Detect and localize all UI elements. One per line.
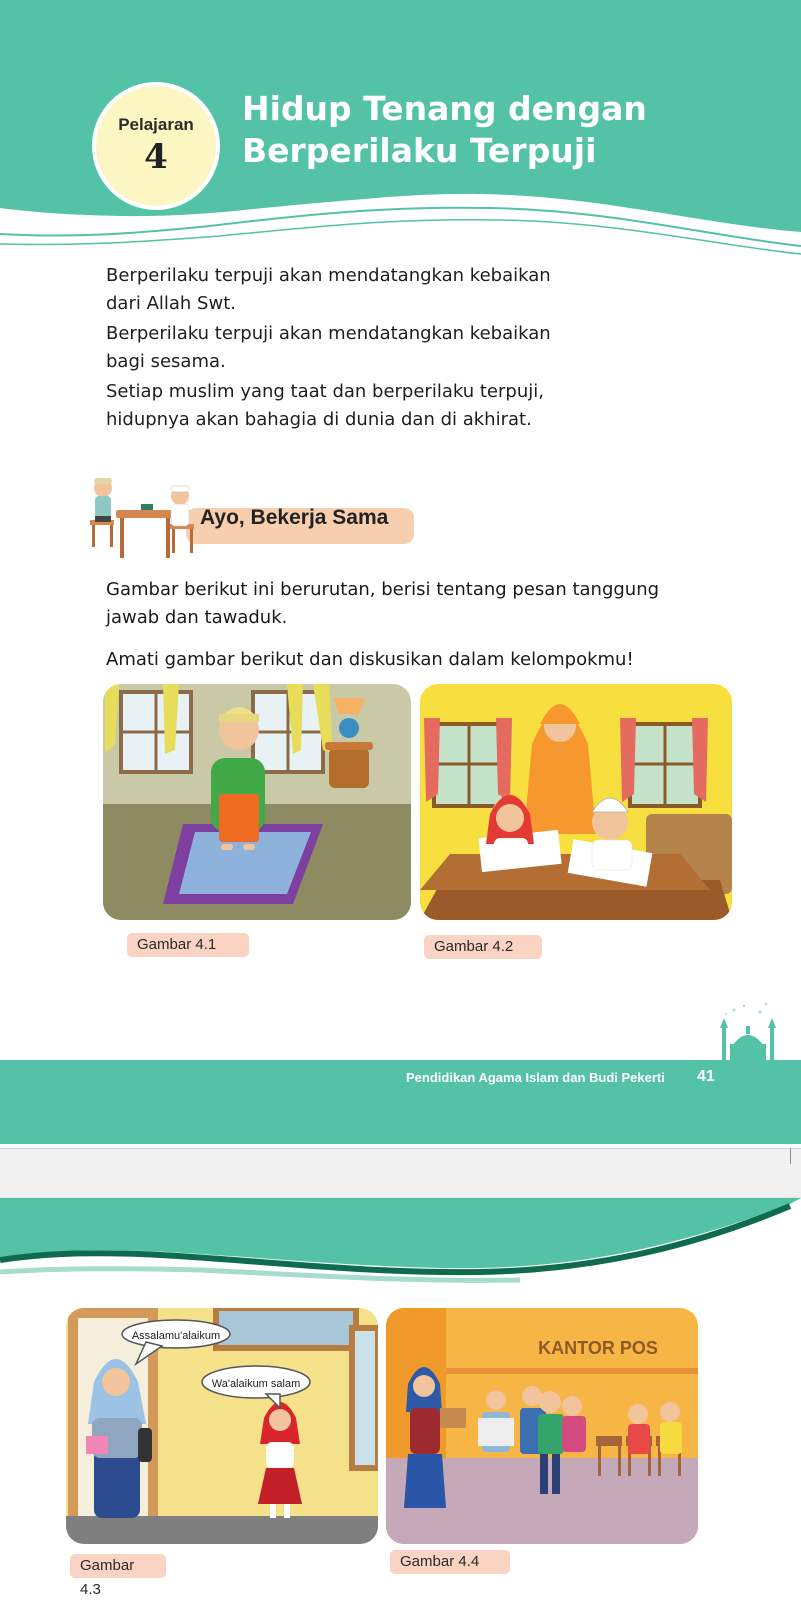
activity-heading [86,474,446,566]
intro-line: bagi sesama. [106,351,226,372]
footer-book-title: Pendidikan Agama Islam dan Budi Pekerti [406,1070,665,1085]
post-office-sign: KANTOR POS [538,1338,658,1358]
instruction-line: Amati gambar berikut dan diskusikan dalam kelompokmu! [106,649,634,670]
figure-caption: Gambar 4.3 [70,1554,166,1578]
page-separator [0,1148,801,1198]
footer-page-number: 41 [697,1068,715,1085]
instruction-prompt [106,646,746,674]
next-page-header-wave [0,1198,801,1298]
instruction-paragraph [106,576,746,632]
figure-caption: Gambar 4.1 [127,933,249,957]
intro-line: Berperilaku terpuji akan mendatangkan kebaikan [106,265,551,286]
lesson-title [242,88,762,172]
intro-line: Setiap muslim yang taat dan berperilaku terpuji, [106,381,544,402]
intro-line: Berperilaku terpuji akan mendatangkan kebaikan [106,323,551,344]
intro-text [106,262,626,436]
figure-4-3-greeting [66,1308,378,1544]
intro-line: dari Allah Swt. [106,293,236,314]
activity-label: Ayo, Bekerja Sama [200,506,389,529]
children-at-desk-illustration [86,474,206,566]
figure-4-4-post-office [386,1308,698,1544]
footer-band [0,1060,801,1144]
figure-4-1-boy-praying [103,684,411,920]
figure-4-2-children-studying [420,684,732,920]
figure-caption: Gambar 4.2 [424,935,542,959]
speech-bubble-reply: Wa'alaikum salam [211,1378,301,1390]
mosque-icon [716,1002,780,1062]
lesson-badge-number: 4 [144,137,168,177]
speech-bubble-greeting: Assalamu'alaikum [131,1330,221,1342]
figure-caption: Gambar 4.4 [390,1550,510,1574]
lesson-title-line1: Hidup Tenang dengan [242,89,647,128]
instruction-line: Gambar berikut ini berurutan, berisi tentang pesan tanggung [106,579,660,600]
separator-tick [790,1148,791,1164]
instruction-line: jawab dan tawaduk. [106,607,288,628]
lesson-title-line2: Berperilaku Terpuji [242,131,597,170]
intro-line: hidupnya akan bahagia di dunia dan di akhirat. [106,409,532,430]
lesson-badge [92,82,220,210]
lesson-badge-label: Pelajaran [118,115,194,134]
